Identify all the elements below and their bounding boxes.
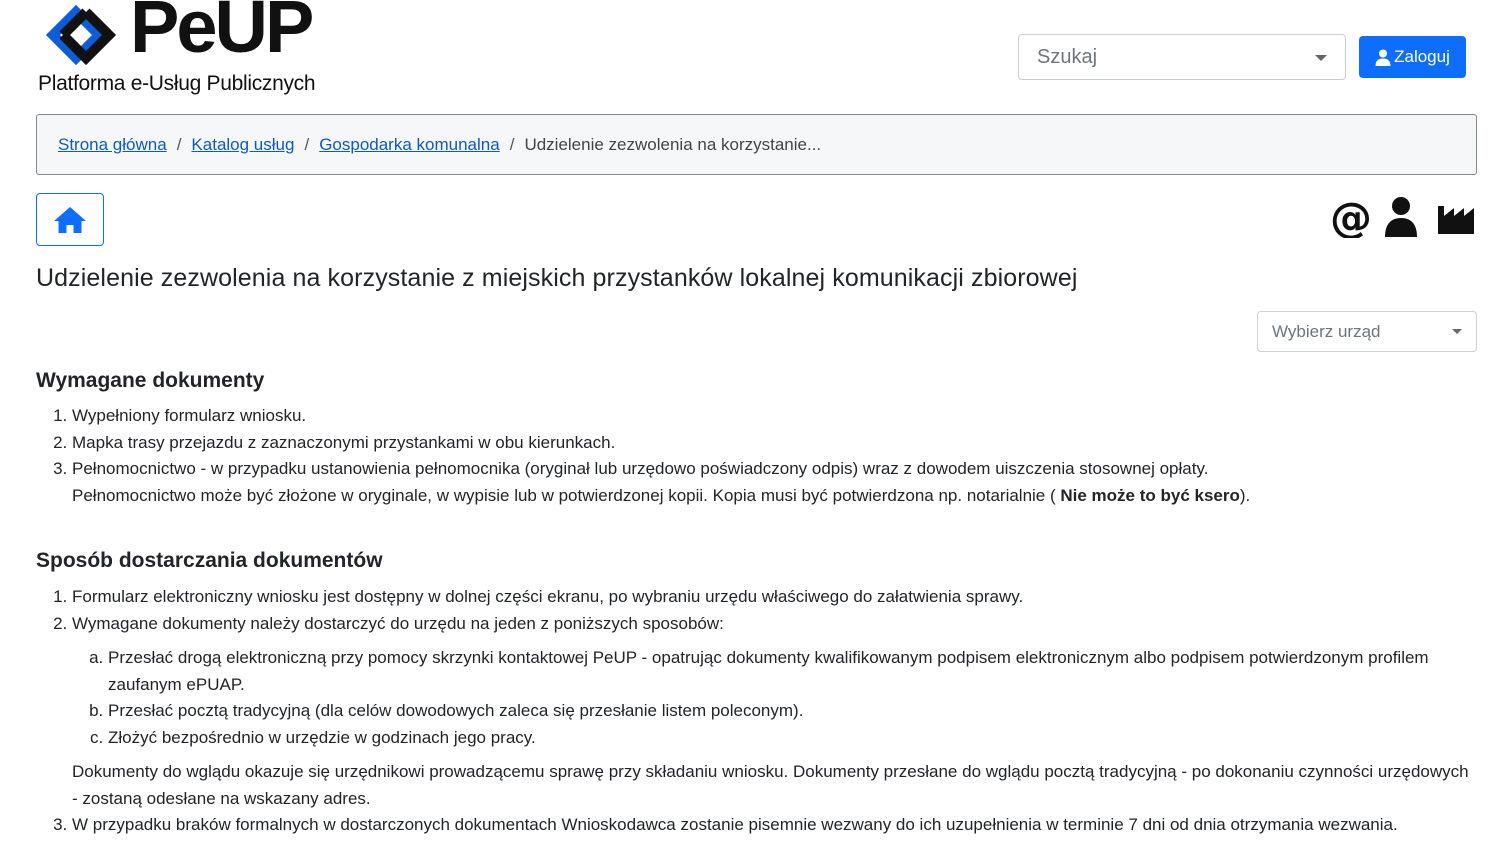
delivery-methods-list bbox=[72, 645, 1476, 751]
list-item-text: Wymagane dokumenty należy dostarczyć do urzędu na jeden z poniższych sposobów: bbox=[72, 613, 724, 633]
person-icon bbox=[1384, 196, 1418, 238]
list-item: c. Złożyć bezpośrednio w urzędzie w godzinach jego pracy. bbox=[108, 725, 1476, 752]
list-item: b. Przesłać pocztą tradycyjną (dla celów dowodowych zaleca się przesłanie listem poleconym). bbox=[108, 698, 1476, 725]
logo[interactable] bbox=[36, 2, 356, 98]
required-documents-list bbox=[36, 403, 1476, 509]
chevron-down-icon bbox=[1452, 329, 1462, 334]
list-item: 1. Formularz elektroniczny wniosku jest dostępny w dolnej części ekranu, po wybraniu urzędu właściwego do załatwienia sprawy. bbox=[72, 584, 1476, 611]
breadcrumb-item-catalog[interactable]: Katalog usług bbox=[191, 134, 295, 154]
chevron-down-icon bbox=[1315, 55, 1327, 61]
breadcrumb-separator: / bbox=[304, 134, 310, 154]
list-item bbox=[72, 456, 1476, 509]
list-item: a. Przesłać drogą elektroniczną przy pomocy skrzynki kontaktowej PeUP - opatrując dokumenty kwalifikowanym podpisem elektronicznym albo podpisem potwierdzonym profilem zaufanym ePUAP. bbox=[108, 645, 1476, 698]
emphasis-text: Nie może to być ksero bbox=[1060, 485, 1240, 505]
list-item-text: Pełnomocnictwo może być złożone w oryginale, w wypisie lub w potwierdzonej kopii. Kopia musi być potwierdzona np. notarialnie ( bbox=[72, 485, 1061, 505]
list-item-text: Pełnomocnictwo - w przypadku ustanowienia pełnomocnika (oryginał lub urzędowo poświadczony odpis) wraz z dowodem uiszczenia stosownej opłaty. bbox=[72, 459, 1209, 478]
logo-subtitle: Platforma e-Usług Publicznych bbox=[38, 72, 316, 95]
factory-icon bbox=[1436, 196, 1476, 238]
breadcrumb-item-category[interactable]: Gospodarka komunalna bbox=[319, 134, 500, 154]
logo-mark-icon bbox=[36, 4, 128, 66]
office-select[interactable] bbox=[1257, 311, 1477, 352]
list-item: 1. Wypełniony formularz wniosku. bbox=[72, 403, 1476, 430]
list-item-text: ). bbox=[1239, 485, 1251, 505]
list-item bbox=[72, 611, 1476, 813]
breadcrumb-current: Udzielenie zezwolenia na korzystanie... bbox=[524, 134, 822, 154]
section-heading-required-documents: Wymagane dokumenty bbox=[36, 369, 265, 392]
breadcrumb-separator: / bbox=[176, 134, 182, 154]
search-select[interactable] bbox=[1018, 34, 1346, 80]
delivery-list bbox=[36, 584, 1476, 839]
breadcrumb bbox=[36, 114, 1477, 175]
logo-wordmark: PeUP bbox=[130, 0, 312, 68]
delivery-note: Dokumenty do wglądu okazuje się urzędnikowi prowadzącemu sprawę przy składaniu wniosku. Dokumenty przesłane do wglądu pocztą tradycyjną - po dokonaniu czynności urzędowych - zostaną odesłane na wskazany adres. bbox=[72, 762, 1469, 808]
at-sign-icon bbox=[1330, 196, 1372, 238]
login-button[interactable] bbox=[1359, 36, 1466, 78]
office-select-placeholder: Wybierz urząd bbox=[1272, 322, 1381, 341]
breadcrumb-item-home[interactable]: Strona główna bbox=[58, 134, 167, 154]
search-placeholder: Szukaj bbox=[1037, 46, 1098, 68]
page-title: Udzielenie zezwolenia na korzystanie z miejskich przystanków lokalnej komunikacji zbiorowej bbox=[36, 264, 1078, 292]
breadcrumb-separator: / bbox=[509, 134, 515, 154]
list-item: 2. Mapka trasy przejazdu z zaznaczonymi przystankami w obu kierunkach. bbox=[72, 430, 1476, 457]
svg-text:@: @ bbox=[1330, 196, 1372, 238]
login-label: Zaloguj bbox=[1394, 47, 1450, 66]
home-icon bbox=[53, 205, 87, 235]
list-item: 3. W przypadku braków formalnych w dostarczonych dokumentach Wnioskodawca zostanie pisemnie wezwany do ich uzupełnienia w terminie 7 dni od dnia otrzymania wezwania. bbox=[72, 812, 1476, 839]
service-audience-icons bbox=[1330, 196, 1476, 242]
home-button[interactable] bbox=[36, 193, 104, 246]
section-heading-delivery: Sposób dostarczania dokumentów bbox=[36, 549, 383, 572]
user-icon bbox=[1375, 49, 1391, 66]
